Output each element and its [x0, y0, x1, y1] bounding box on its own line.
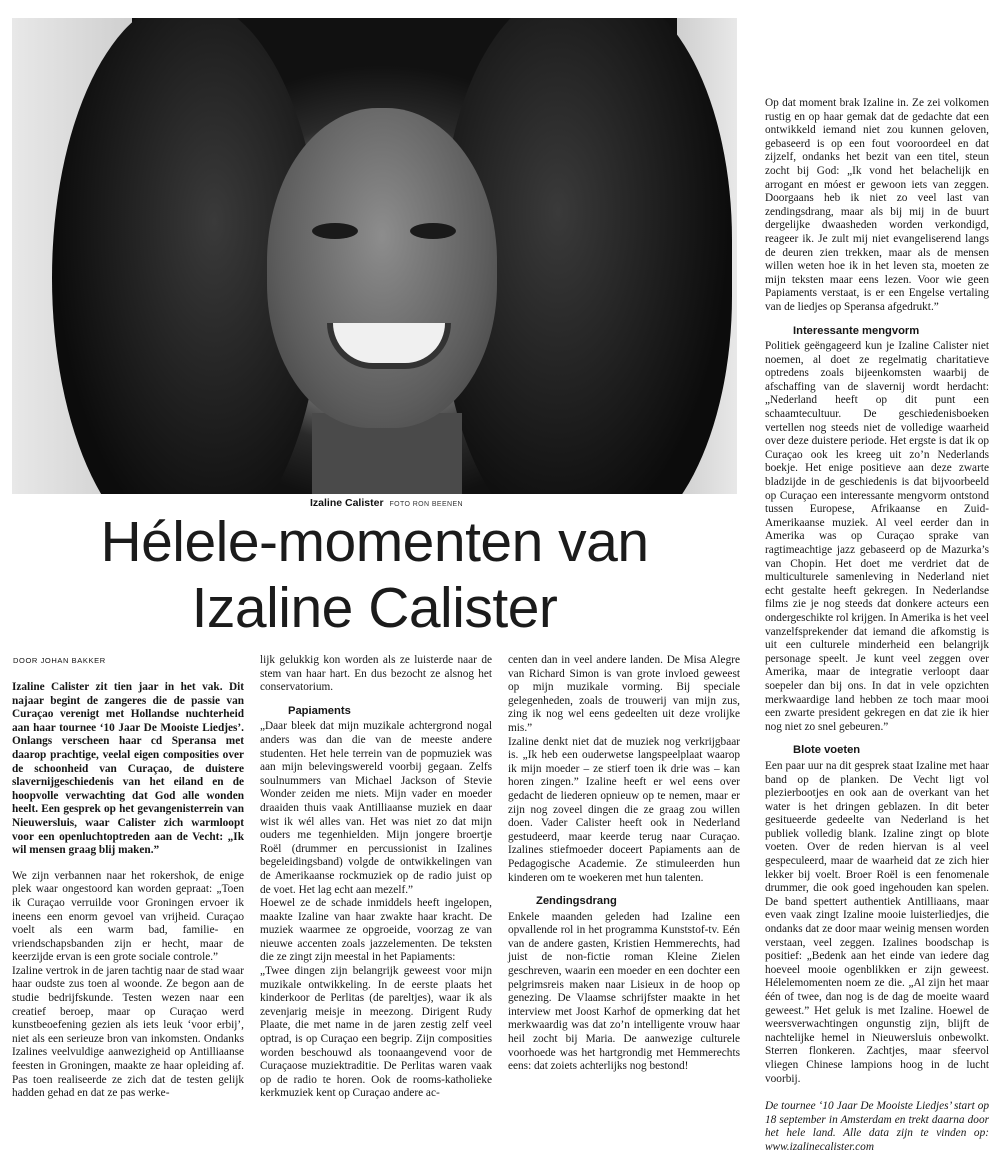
photo-caption — [310, 497, 463, 509]
portrait-photo — [12, 18, 737, 494]
subheading-papiaments: Papiaments — [288, 704, 351, 717]
caption-credit: FOTO RON BEENEN — [389, 501, 463, 508]
caption-name: Izaline Calister — [310, 497, 384, 509]
paragraph: „Twee dingen zijn belangrijk geweest voor mijn muzikale ontwikkeling. In de eerste plaats het kinderkoor de Perlitas (de pareltjes), waar ik als zevenjarig meisje in meezong. Dirigent Rudy Plaate, die met name in de jaren zestig zelf veel optrad, is op Curaçao een begrip. Zijn composities worden beschouwd als toonaangevend voor de Curaçaose muziektraditie. De Perlitas waren vaak op de radio te horen. Ook de rooms-katholieke kerkmuziek kent op Curaçao andere ac- — [260, 965, 492, 1100]
paragraph: Op dat moment brak Izaline in. Ze zei volkomen rustig en op haar gemak dat de gedachte dat een ontwikkeld iemand niet zou kunnen geloven, gebaseerd is op een fout vooroordeel en dat zijzelf, ondanks het bezit van een titel, steun zocht bij God: „Ik vond het belachelijk en arrogant en móest er gewoon iets van zeggen. Doorgaans heb ik niet zo veel last van zendingsdrang, maar als bij mij in de buurt dergelijke dwaasheden worden verkondigd, reageer ik. Je zult mij niet evangeliserend langs de deuren zien trekken, maar als de mensen willen weten hoe ik in het leven sta, moeten ze mijn teksten maar eens lezen. Voor wie geen Papiaments verstaat, is er een Engelse vertaling van de liedjes op Speransa afgedrukt.” — [765, 97, 989, 313]
paragraph: We zijn verbannen naar het rokershok, de enige plek waar ongestoord kan worden gepraat: „Toen ik Curaçao verruilde voor Groningen ervoer ik ineens een enorm gevoel van vrijheid. Curaçao voelt als een warm bad, familie- en vriendschapsbanden zijn er hecht, maar de keerzijde ervan is een grote sociale controle.” — [12, 869, 244, 964]
paragraph: „Daar bleek dat mijn muzikale achtergrond nogal anders was dan die van de meeste andere studenten. Het hele terrein van de popmuziek was aan mijn belevingswereld voorbij gegaan. Zelfs soulnummers van Michael Jackson of Stevie Wonder zeiden me niets. Mijn vader en moeder draaiden thuis vaak Antilliaanse muziek en daar wist ik wél alles van. Het was niet zo dat mijn ouders me tegenhielden. Mijn jongere broertje Roël (drummer en percussionist in Izalines begeleidingsband) volgde de ontwikkelingen van de Amerikaanse rockmuziek op de radio juist op de voet. Het lag echt aan mezelf.” — [260, 720, 492, 896]
photo-eye-left — [312, 223, 358, 239]
column-2 — [260, 654, 492, 1101]
headline-line-2: Izaline Calister — [191, 576, 558, 640]
photo-eye-right — [410, 223, 456, 239]
headline — [12, 509, 737, 641]
subheading-interessante-mengvorm: Interessante mengvorm — [793, 324, 920, 337]
paragraph: Enkele maanden geleden had Izaline een opvallende rol in het programma Kunststof-tv. Eén van de andere gasten, Kristien Hemmerechts, had juist de non-fictie roman Kleine Zielen geschreven, waarin een moeder en een dochter een pelgrimsreis maken naar Lisieux in de hoop op genezing. De Vlaamse schrijfster maakte in het interview met Joost Karhof de opmerking dat het merkwaardig was dat zo’n intelligente vrouw haar heil zocht bij Maria. De aanwezige culturele voorhoede was het hartgrondig met Hemmerechts eens: dat zoiets achterlijks nog bestond! — [508, 910, 740, 1073]
paragraph: Izaline vertrok in de jaren tachtig naar de stad waar haar oudste zus toen al woonde. Ze begon aan de studie bedrijfskunde. Testen wezen naar een creatief beroep, maar op Curaçao werd kunstbeoefening gezien als iets leuk ‘voor erbij’, niet als een serieuze bron van inkomsten. Ondanks Izalines veelvuldige aanwezigheid op Antilliaanse feesten in Groningen, maakte ze haar opleiding af. Pas toen realiseerde ze zich dat de testen gelijk hadden gehad en dat ze pas werke- — [12, 964, 244, 1100]
paragraph: Hoewel ze de schade inmiddels heeft ingelopen, maakte Izaline van haar zwakte haar kracht. De muziek waarmee ze opgroeide, voorzag ze van nieuwe accenten zoals jazzelementen. De teksten die ze zingt zijn meestal in het Papiaments: — [260, 897, 492, 964]
paragraph: Politiek geëngageerd kun je Izaline Calister niet noemen, al doet ze regelmatig charitatieve optredens zoals bijeenkomsten waarbij de afschaffing van de slavernij wordt herdacht: „Nederland heeft op dit punt een schaamtecultuur. De geschiedenisboeken vertellen nog steeds niet de volledige waarheid over deze duistere periode. Het ergste is dat ik op Curaçao ook les kreeg uit zo’n Nederlands boekje. Het enige positieve aan deze zwarte bladzijde in de geschiedenis is dat bijvoorbeeld op Curaçao een interessante mengvorm ontstond tussen Europese, Afrikaanse en Zuid-Amerikaanse muziek. Al veel eerder dan in Amerika was op Curaçao sprake van ragtimeachtige jazz gebaseerd op de Mazurka’s van Chopin. Het doet me verdriet dat de multiculturele samenleving in Nederland niet echt gestalte heeft gekregen. In Nederlandse films zie je nog steeds dat donkere acteurs een ondergeschikte rol krijgen. In Amerika is het veel vanzelfsprekender dat iemand die afkomstig is uit een culturele minderheid een belangrijk personage speelt. Je kunt veel zeggen over Amerika, maar de integratie verloopt daar soepeler dan bij ons. In dat in vele opzichten merkwaardige land hebben ze toch maar mooi een zwarte president gekregen en dat zie ik hier nog niet zo snel gebeuren.” — [765, 340, 989, 733]
byline: DOOR JOHAN BAKKER — [13, 656, 106, 665]
lead-paragraph: Izaline Calister zit tien jaar in het vak. Dit najaar begint de zangeres die de passie van Curaçao verenigt met Hollandse nuchterheid aan haar tournee ‘10 Jaar De Mooiste Liedjes’. Onlangs verscheen haar cd Speransa met daarop prachtige, veelal eigen composities over de schoonheid van Curaçao, de duistere slavernijgeschiedenis van het eiland en de hoopvolle verwachting dat God alle wonden heelt. Een gesprek op het gevangenisterrein van Nieuwersluis, waar Calister zich warmloopt voor een openluchtoptreden aan de Vecht: „Ik wil mensen graag blij maken.” — [12, 681, 244, 857]
paragraph: Izaline denkt niet dat de muziek nog verkrijgbaar is. „Ik heb een ouderwetse langspeelplaat waarop ik mijn moeder – ze stierf toen ik drie was – kan horen zingen.” Izaline heeft er wel eens over gedacht de liederen opnieuw op te nemen, maar er zijn nog zoveel dingen die ze graag zou willen doen. Vader Calister heeft ook in Nederland gestudeerd, maar keerde terug naar Curaçao. Izalines stiefmoeder doceert Papiaments aan de Pedagogische Academie. Ze stimuleerden hun kinderen om te woekeren met hun talenten. — [508, 735, 740, 884]
column-3 — [508, 654, 740, 1074]
paragraph: centen dan in veel andere landen. De Misa Alegre van Richard Simon is van grote invloed geweest op mijn muzikale vorming. Bij speciale gelegenheden, zoals de trouwerij van mijn zus, zing ik nog wel eens gedeelten uit deze vrolijke mis.” — [508, 654, 740, 734]
subheading-blote-voeten: Blote voeten — [793, 744, 861, 757]
subheading-zendingsdrang: Zendingsdrang — [536, 895, 617, 908]
photo-face — [267, 108, 497, 428]
paragraph: lijk gelukkig kon worden als ze luisterde naar de stem van haar hart. En dus bezocht ze alsnog het conservatorium. — [260, 654, 492, 694]
tour-note: De tournee ‘10 Jaar De Mooiste Liedjes’ start op 18 september in Amsterdam en trekt daarna door het hele land. Alle data zijn te vinden op: www.izalinecalister.com — [765, 1100, 989, 1153]
headline-line-1: Hélele-momenten van — [100, 510, 649, 574]
column-1 — [12, 681, 244, 1101]
column-4 — [765, 97, 989, 1155]
paragraph: Een paar uur na dit gesprek staat Izaline met haar band op de planken. De Vecht ligt vol plezierbootjes en ook aan de overkant van het water is het dringen geblazen. In dit beter gesitueerde gedeelte van Nederland is het publiek volledig blank. Izaline zingt op blote voeten. Over de reden hiervan is al veel gespeculeerd, maar de waarheid dat ze zich hier lekker bij voelt. Broer Roël is een fenomenale drummer, die ook goed ingehouden kan spelen. De band spettert authentiek Antilliaans, maar even vaak zingt Izaline mooie luisterliedjes, die ondanks dat ze door maar weinig mensen worden verstaan, veel zeggen. Izalines boodschap is positief: „Bedenk aan het einde van iedere dag hoeveel mooie ogenblikken er zijn geweest. Hélelemomenten noem ze die. „Al zijn het maar één of twee, dan nog is de dag de moeite waard geweest.” Het geluk is met Izaline. Hoewel de weersverwachtingen ongunstig zijn, blijft de nachtelijke hemel in Nieuwersluis onbewolkt. Sterren flonkeren. Zachtjes, maar sfeervol vliegen Chinese lampions hoog in de lucht voorbij. — [765, 759, 989, 1085]
